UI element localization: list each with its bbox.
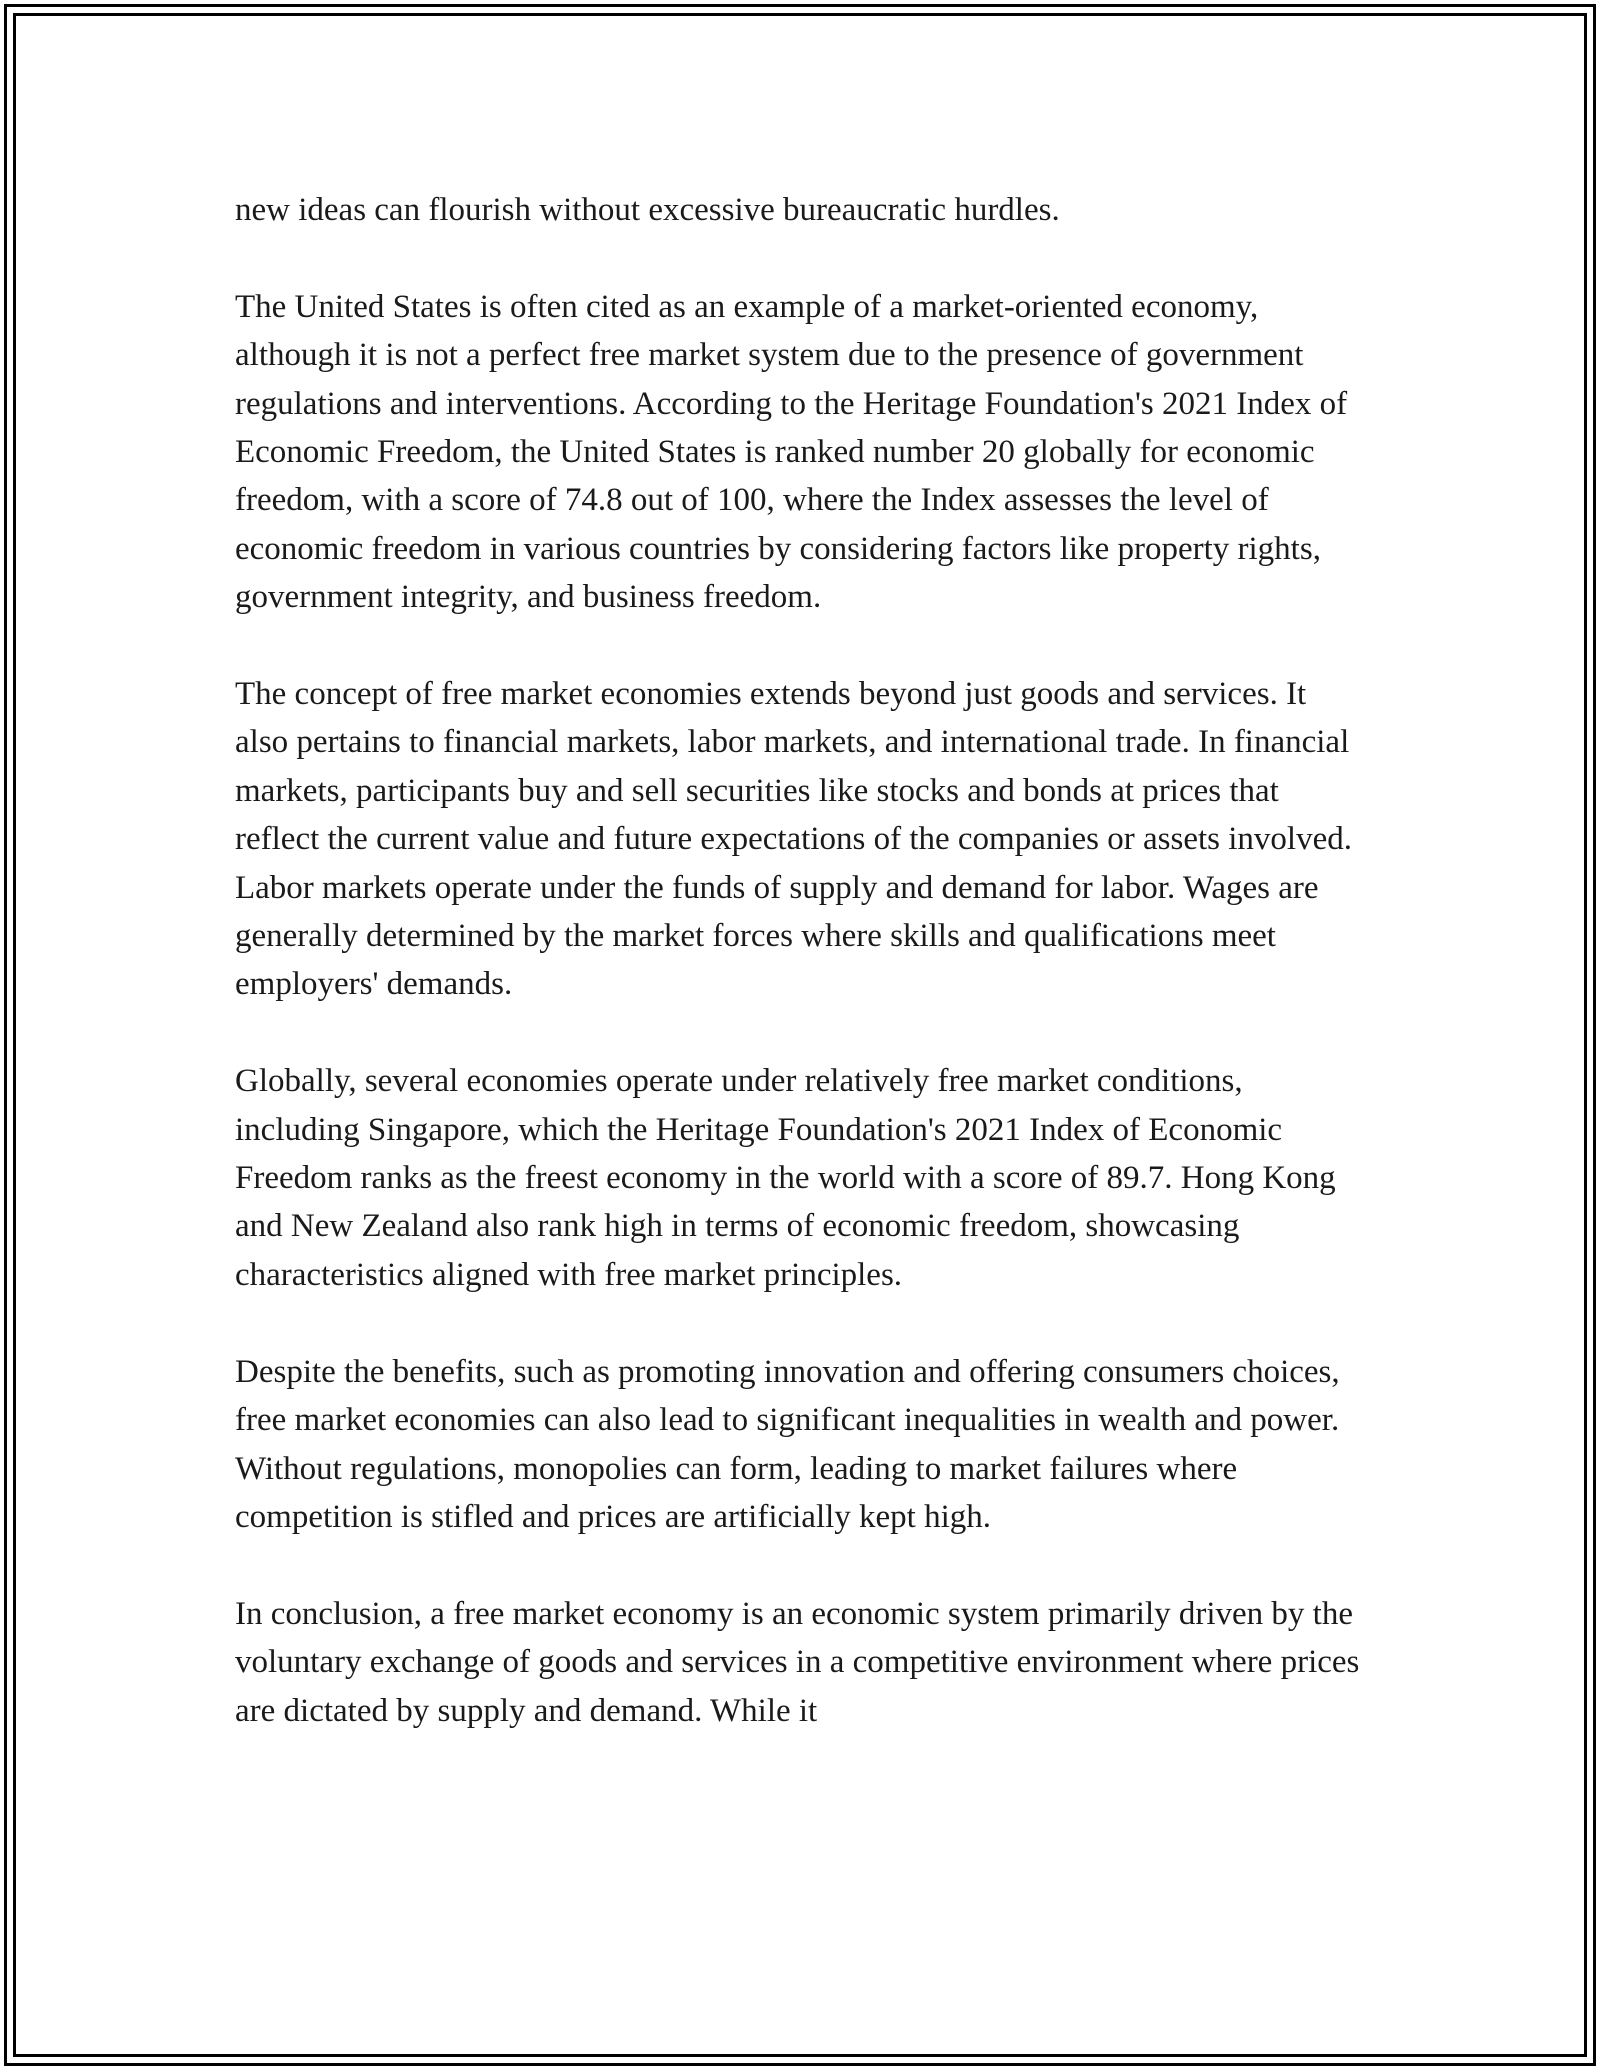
document-body <box>235 186 1365 1735</box>
paragraph-global-economies: Globally, several economies operate under relatively free market conditions, including Singapore, which the Heritage Foundation's 2021 Index of Economic Freedom ranks as the freest economy in the world with a score of 89.7. Hong Kong and New Zealand also rank high in terms of economic freedom, showcasing characteristics aligned with free market principles. <box>235 1063 1336 1293</box>
paragraph-conclusion: In conclusion, a free market economy is an economic system primarily driven by the voluntary exchange of goods and services in a competitive environment where prices are dictated by supply and demand. While it <box>235 1595 1360 1729</box>
paragraph-drawbacks: Despite the benefits, such as promoting innovation and offering consumers choices, free market economies can also lead to significant inequalities in wealth and power. Without regulations, monopolies can form, leading to market failures where competition is stifled and prices are artificially kept high. <box>235 1353 1340 1535</box>
paragraph-continuation: new ideas can flourish without excessive bureaucratic hurdles. <box>235 192 1060 228</box>
paragraph-united-states: The United States is often cited as an example of a market-oriented economy, although it is not a perfect free market system due to the presence of government regulations and interventions. According to the Heritage Foundation's 2021 Index of Economic Freedom, the United States is ranked number 20 globally for economic freedom, with a score of 74.8 out of 100, where the Index assesses the level of economic freedom in various countries by considering factors like property rights, government integrity, and business freedom. <box>235 288 1348 616</box>
paragraph-market-concept: The concept of free market economies extends beyond just goods and services. It also pertains to financial markets, labor markets, and international trade. In financial markets, participants buy and sell securities like stocks and bonds at prices that reflect the current value and future expectations of the companies or assets involved. Labor markets operate under the funds of supply and demand for labor. Wages are generally determined by the market forces where skills and qualifications meet employers' demands. <box>235 676 1352 1003</box>
